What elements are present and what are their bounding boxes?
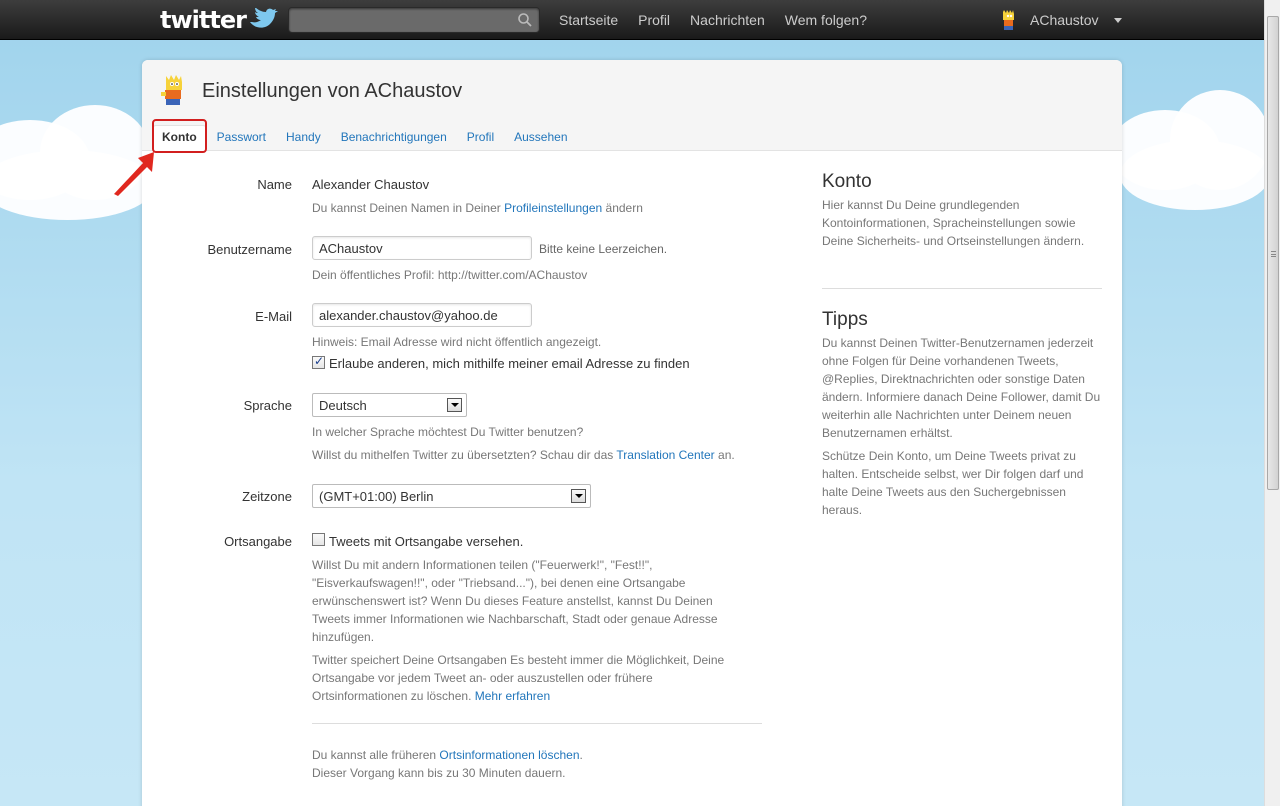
settings-header [142,60,1122,151]
email-label: E-Mail [255,309,292,324]
timezone-select[interactable] [312,484,591,508]
delete-location-link[interactable]: Ortsinformationen löschen [439,748,580,762]
search-input[interactable] [289,8,509,32]
translation-center-link[interactable]: Translation Center [616,448,715,462]
nav-nachrichten[interactable]: Nachrichten [690,12,765,28]
bird-icon [248,8,278,32]
tab-handy[interactable]: Handy [286,130,321,144]
scrollbar-thumb[interactable] [1267,16,1279,490]
settings-tabs [142,125,578,151]
nav-profil[interactable]: Profil [638,12,671,28]
translation-hint [312,446,735,464]
timezone-selected: (GMT+01:00) Berlin [319,489,434,504]
cloud-decoration [1120,140,1270,210]
language-select[interactable] [312,393,467,417]
location-storage-info [312,651,744,705]
hint-text: Du kannst alle früheren [312,748,437,762]
language-selected: Deutsch [319,398,367,413]
nav-startseite[interactable]: Startseite [559,12,619,28]
tab-konto[interactable]: Konto [152,125,207,151]
location-explanation: Willst Du mit andern Informationen teilen ("Feuerwerk!", "Fest!!", "Eisverkaufswagen!!", oder "Triebsand..."), bei denen eine Ortsangabe erwünschenswert ist? Wenn Du dieses Feature anstellst, kannst Du Deinen Tweets immer Informationen wie Nachbarschaft, Stadt oder genaue Adresse hinzufügen. [312,558,718,644]
name-label: Name [257,177,292,192]
email-hint: Hinweis: Email Adresse wird nicht öffentlich angezeigt. [312,335,602,349]
hint-text: an. [718,448,735,462]
username-aside: Bitte keine Leerzeichen. [539,242,668,256]
tab-aussehen[interactable]: Aussehen [514,130,568,144]
search-icon[interactable] [517,12,533,28]
tweet-location-label[interactable]: Tweets mit Ortsangabe versehen. [329,534,524,549]
main-nav [559,0,867,40]
divider [822,288,1102,289]
username-label: Benutzername [207,242,292,257]
search-box[interactable] [288,7,540,33]
find-by-email-label[interactable]: Erlaube anderen, mich mithilfe meiner email Adresse zu finden [329,356,690,371]
tab-passwort[interactable]: Passwort [216,130,267,144]
language-label: Sprache [243,398,292,413]
email-input[interactable] [312,303,532,327]
location-label: Ortsangabe [224,534,292,549]
timezone-label: Zeitzone [242,489,292,504]
avatar [1000,9,1018,31]
divider [312,723,762,724]
name-hint [312,199,643,217]
sidebar-tipps-title: Tipps [822,309,868,330]
delete-location-info [312,746,583,764]
username-label: AChaustov [1030,12,1099,28]
learn-more-link[interactable]: Mehr erfahren [474,689,551,703]
hint-text: Twitter speichert Deine Ortsangaben Es besteht immer die Möglichkeit, Deine Ortsangabe vor jedem Tweet an- oder auszustellen oder frühere Ortsinformationen zu löschen. [312,653,725,703]
public-profile-hint: Dein öffentliches Profil: http://twitter.com/AChaustov [312,268,588,282]
username-input[interactable] [312,236,532,260]
page-title: Einstellungen von AChaustov [202,80,463,102]
sidebar-tipps-text-1: Du kannst Deinen Twitter-Benutzernamen jederzeit ohne Folgen für Deine vorhandenen Tweets, @Replies, Direktnachrichten oder sonstige Daten ändern. Informiere danach Deine Follower, damit Du weiterhin alle Nachrichten unter Deinem neuen Benutzernamen erhältst. [822,336,1101,440]
sidebar-tipps-text-2: Schütze Dein Konto, um Deine Tweets privat zu halten. Entscheide selbst, wer Dir folgen darf und halte Deine Tweets aus den Suchergebnissen heraus. [822,449,1084,517]
top-navigation-bar [0,0,1264,40]
chevron-down-icon [1114,18,1122,23]
tab-profil[interactable]: Profil [466,130,495,144]
language-hint: In welcher Sprache möchtest Du Twitter benutzen? [312,425,584,439]
tab-benachrichtigungen[interactable]: Benachrichtigungen [340,130,447,144]
hint-text: . [579,748,583,762]
hint-text: ändern [605,201,643,215]
twitter-logo[interactable] [160,6,278,34]
annotation-highlight-box [152,119,207,153]
nav-wem-folgen[interactable]: Wem folgen? [784,12,867,28]
avatar [160,74,188,106]
chevron-down-icon [447,398,462,412]
vertical-scrollbar[interactable] [1264,0,1280,806]
tweet-location-checkbox[interactable] [312,533,325,546]
hint-text: Willst du mithelfen Twitter zu übersetzten? Schau dir das [312,448,614,462]
user-menu[interactable] [1000,0,1122,40]
delete-duration-note: Dieser Vorgang kann bis zu 30 Minuten dauern. [312,766,566,780]
logo-text: twitter [160,6,246,34]
name-value: Alexander Chaustov [312,177,430,192]
chevron-down-icon [571,489,586,503]
hint-text: Du kannst Deinen Namen in Deiner [312,201,501,215]
find-by-email-checkbox[interactable] [312,356,325,369]
grip-icon [1271,251,1276,257]
profile-settings-link[interactable]: Profileinstellungen [504,201,603,215]
sidebar-konto-title: Konto [822,171,872,192]
sidebar-konto-text: Hier kannst Du Deine grundlegenden Kontoinformationen, Spracheinstellungen sowie Deine Sicherheits- und Ortseinstellungen ändern. [822,198,1085,248]
